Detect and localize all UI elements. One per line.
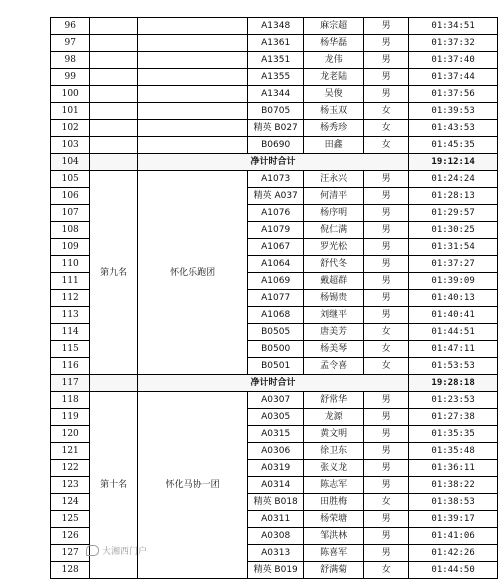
row-number: 115 (51, 341, 90, 358)
finish-time: 01:24:24 (409, 171, 498, 188)
row-number: 98 (51, 52, 90, 69)
team-name-empty (137, 35, 247, 52)
finish-time: 01:39:53 (409, 103, 498, 120)
row-number: 123 (51, 477, 90, 494)
bib-number: A1077 (248, 290, 304, 307)
runner-name: 田胜梅 (304, 494, 364, 511)
runner-row (51, 392, 498, 409)
team-rank-empty (90, 69, 137, 86)
row-number: 99 (51, 69, 90, 86)
runner-row (51, 52, 498, 69)
watermark (86, 544, 147, 557)
subtotal-time: 19:28:18 (409, 375, 498, 392)
finish-time: 01:40:13 (409, 290, 498, 307)
watermark-text: 大湘西门户 (102, 547, 148, 557)
runner-sex: 女 (364, 562, 409, 579)
team-name-empty (137, 86, 247, 103)
bib-number: A1079 (248, 222, 304, 239)
bib-number: B0705 (248, 103, 304, 120)
finish-time: 01:28:13 (409, 188, 498, 205)
runner-sex: 男 (364, 18, 409, 35)
bib-number: A1073 (248, 171, 304, 188)
row-number: 120 (51, 426, 90, 443)
finish-time: 01:36:11 (409, 460, 498, 477)
row-number: 126 (51, 528, 90, 545)
runner-sex: 男 (364, 69, 409, 86)
row-number: 102 (51, 120, 90, 137)
finish-time: 01:53:53 (409, 358, 498, 375)
team-name-empty (137, 69, 247, 86)
bib-number: A1068 (248, 307, 304, 324)
runner-sex: 女 (364, 358, 409, 375)
finish-time: 01:40:41 (409, 307, 498, 324)
bib-number: A0311 (248, 511, 304, 528)
team-rank-empty (90, 137, 137, 154)
bib-number: A1064 (248, 256, 304, 273)
runner-row (51, 18, 498, 35)
bib-number: B0500 (248, 341, 304, 358)
finish-time: 01:34:51 (409, 18, 498, 35)
runner-sex: 男 (364, 86, 409, 103)
row-number: 110 (51, 256, 90, 273)
runner-name: 陈志军 (304, 477, 364, 494)
runner-name: 罗光松 (304, 239, 364, 256)
runner-name: 吴俊 (304, 86, 364, 103)
team-name-empty (137, 103, 247, 120)
bib-number: A1351 (248, 52, 304, 69)
runner-sex: 男 (364, 290, 409, 307)
bib-number: 精英 A037 (248, 188, 304, 205)
row-number: 111 (51, 273, 90, 290)
runner-sex: 男 (364, 239, 409, 256)
finish-time: 01:47:11 (409, 341, 498, 358)
runner-row (51, 35, 498, 52)
runner-row (51, 171, 498, 188)
row-number: 101 (51, 103, 90, 120)
runner-sex: 男 (364, 256, 409, 273)
row-number: 114 (51, 324, 90, 341)
runner-name: 舒代冬 (304, 256, 364, 273)
runner-name: 龙老陆 (304, 69, 364, 86)
subtotal-spacer (90, 154, 137, 171)
team-rank-empty (90, 86, 137, 103)
runner-row (51, 120, 498, 137)
runner-name: 何清平 (304, 188, 364, 205)
finish-time: 01:37:44 (409, 69, 498, 86)
runner-name: 杨玉双 (304, 103, 364, 120)
runner-sex: 女 (364, 341, 409, 358)
runner-sex: 男 (364, 426, 409, 443)
runner-sex: 男 (364, 35, 409, 52)
row-number: 127 (51, 545, 90, 562)
runner-sex: 男 (364, 392, 409, 409)
runner-sex: 男 (364, 205, 409, 222)
runner-sex: 男 (364, 545, 409, 562)
runner-name: 孟令喜 (304, 358, 364, 375)
team-name-empty (137, 120, 247, 137)
runner-sex: 女 (364, 324, 409, 341)
team-rank: 第十名 (90, 392, 137, 579)
runner-name: 刘继平 (304, 307, 364, 324)
finish-time: 01:30:25 (409, 222, 498, 239)
results-sheet (50, 17, 498, 579)
runner-row (51, 86, 498, 103)
subtotal-time: 19:12:14 (409, 154, 498, 171)
row-number: 112 (51, 290, 90, 307)
row-number: 128 (51, 562, 90, 579)
runner-sex: 男 (364, 460, 409, 477)
runner-name: 田鑫 (304, 137, 364, 154)
runner-name: 戴超群 (304, 273, 364, 290)
row-number: 109 (51, 239, 90, 256)
runner-sex: 男 (364, 528, 409, 545)
team-name: 怀化马协一团 (137, 392, 247, 579)
finish-time: 01:38:53 (409, 494, 498, 511)
runner-name: 汪永兴 (304, 171, 364, 188)
finish-time: 01:41:06 (409, 528, 498, 545)
runner-sex: 男 (364, 222, 409, 239)
team-rank-empty (90, 18, 137, 35)
finish-time: 01:43:53 (409, 120, 498, 137)
bib-number: A0315 (248, 426, 304, 443)
runner-sex: 男 (364, 171, 409, 188)
runner-name: 黄文明 (304, 426, 364, 443)
runner-name: 杨秀珍 (304, 120, 364, 137)
team-rank-empty (90, 103, 137, 120)
bib-number: A1344 (248, 86, 304, 103)
bib-number: A1067 (248, 239, 304, 256)
results-table-body (51, 18, 498, 579)
runner-sex: 男 (364, 307, 409, 324)
row-number: 113 (51, 307, 90, 324)
runner-name: 杨荣塘 (304, 511, 364, 528)
runner-name: 张义龙 (304, 460, 364, 477)
bib-number: A0319 (248, 460, 304, 477)
team-rank: 第九名 (90, 171, 137, 375)
team-rank-empty (90, 120, 137, 137)
bib-number: A0308 (248, 528, 304, 545)
runner-name: 麻宗超 (304, 18, 364, 35)
runner-sex: 女 (364, 494, 409, 511)
runner-name: 杨美琴 (304, 341, 364, 358)
subtotal-spacer (90, 375, 137, 392)
bib-number: 精英 B019 (248, 562, 304, 579)
team-rank-empty (90, 35, 137, 52)
runner-sex: 男 (364, 52, 409, 69)
runner-name: 舒满菊 (304, 562, 364, 579)
bib-number: A1076 (248, 205, 304, 222)
finish-time: 01:29:57 (409, 205, 498, 222)
runner-name: 杨华磊 (304, 35, 364, 52)
chat-bubble-icon (86, 545, 99, 556)
bib-number: B0501 (248, 358, 304, 375)
runner-sex: 男 (364, 188, 409, 205)
runner-row (51, 137, 498, 154)
bib-number: 精英 B018 (248, 494, 304, 511)
bib-number: B0505 (248, 324, 304, 341)
finish-time: 01:38:22 (409, 477, 498, 494)
bib-number: A1361 (248, 35, 304, 52)
row-number: 106 (51, 188, 90, 205)
row-number: 125 (51, 511, 90, 528)
bib-number: A0306 (248, 443, 304, 460)
runner-name: 邹洪林 (304, 528, 364, 545)
row-number: 105 (51, 171, 90, 188)
runner-row (51, 103, 498, 120)
finish-time: 01:37:40 (409, 52, 498, 69)
row-number: 97 (51, 35, 90, 52)
finish-time: 01:23:53 (409, 392, 498, 409)
row-number: 103 (51, 137, 90, 154)
team-name-empty (137, 18, 247, 35)
row-number: 100 (51, 86, 90, 103)
finish-time: 01:44:50 (409, 562, 498, 579)
runner-sex: 女 (364, 103, 409, 120)
row-number: 124 (51, 494, 90, 511)
subtotal-label: 净计时合计 (137, 375, 408, 392)
bib-number: A1069 (248, 273, 304, 290)
bib-number: A0314 (248, 477, 304, 494)
bib-number: A0305 (248, 409, 304, 426)
row-number: 96 (51, 18, 90, 35)
finish-time: 01:42:26 (409, 545, 498, 562)
team-rank-empty (90, 52, 137, 69)
finish-time: 01:37:56 (409, 86, 498, 103)
subtotal-label: 净计时合计 (137, 154, 408, 171)
runner-sex: 女 (364, 137, 409, 154)
finish-time: 01:39:09 (409, 273, 498, 290)
finish-time: 01:27:38 (409, 409, 498, 426)
bib-number: A0313 (248, 545, 304, 562)
runner-sex: 男 (364, 273, 409, 290)
runner-name: 倪仁满 (304, 222, 364, 239)
runner-name: 舒常华 (304, 392, 364, 409)
runner-name: 龙源 (304, 409, 364, 426)
row-number: 118 (51, 392, 90, 409)
runner-sex: 男 (364, 477, 409, 494)
runner-sex: 女 (364, 120, 409, 137)
row-number: 119 (51, 409, 90, 426)
bib-number: 精英 B027 (248, 120, 304, 137)
row-number: 104 (51, 154, 90, 171)
finish-time: 01:35:35 (409, 426, 498, 443)
row-number: 107 (51, 205, 90, 222)
runner-row (51, 69, 498, 86)
runner-sex: 男 (364, 409, 409, 426)
finish-time: 01:39:17 (409, 511, 498, 528)
row-number: 116 (51, 358, 90, 375)
row-number: 108 (51, 222, 90, 239)
bib-number: B0690 (248, 137, 304, 154)
bib-number: A1355 (248, 69, 304, 86)
runner-name: 杨锡贵 (304, 290, 364, 307)
runner-name: 杨序明 (304, 205, 364, 222)
runner-name: 徐卫东 (304, 443, 364, 460)
finish-time: 01:37:32 (409, 35, 498, 52)
bib-number: A1348 (248, 18, 304, 35)
runner-sex: 男 (364, 511, 409, 528)
runner-name: 陈喜军 (304, 545, 364, 562)
finish-time: 01:45:35 (409, 137, 498, 154)
subtotal-row (51, 154, 498, 171)
finish-time: 01:31:54 (409, 239, 498, 256)
finish-time: 01:44:51 (409, 324, 498, 341)
finish-time: 01:37:27 (409, 256, 498, 273)
row-number: 117 (51, 375, 90, 392)
subtotal-row (51, 375, 498, 392)
results-table (50, 17, 498, 579)
team-name-empty (137, 52, 247, 69)
team-name-empty (137, 137, 247, 154)
bib-number: A0307 (248, 392, 304, 409)
finish-time: 01:35:48 (409, 443, 498, 460)
team-name: 怀化乐跑团 (137, 171, 247, 375)
runner-name: 龙伟 (304, 52, 364, 69)
row-number: 122 (51, 460, 90, 477)
row-number: 121 (51, 443, 90, 460)
runner-sex: 男 (364, 443, 409, 460)
runner-name: 唐美芳 (304, 324, 364, 341)
